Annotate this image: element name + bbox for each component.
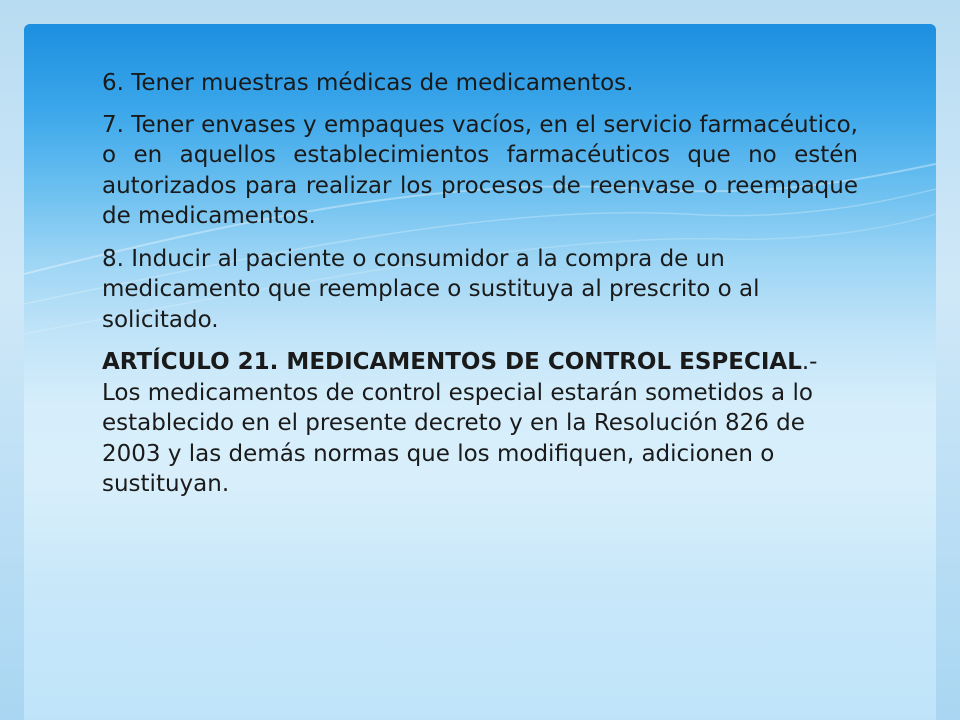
list-item-7: 7. Tener envases y empaques vacíos, en el servicio farmacéutico, o en aquellos establecimientos farmacéuticos que no estén autorizados para realizar los procesos de reenvase o reempaque de medicamentos. <box>102 111 858 229</box>
slide-content <box>102 68 858 512</box>
article-21-body: .- Los medicamentos de control especial estarán sometidos a lo establecido en el presente decreto y en la Resolución 826 de 2003 y las demás normas que los modifiquen, adicionen o sustituyan. <box>102 349 818 497</box>
list-item-8: 8. Inducir al paciente o consumidor a la compra de un medicamento que reemplace o sustituya al prescrito o al solicitado. <box>102 245 760 333</box>
article-21-heading: ARTÍCULO 21. MEDICAMENTOS DE CONTROL ESPECIAL <box>102 349 802 375</box>
slide-panel <box>24 24 936 720</box>
list-item-6: 6. Tener muestras médicas de medicamentos. <box>102 70 634 96</box>
article-21 <box>102 347 858 500</box>
